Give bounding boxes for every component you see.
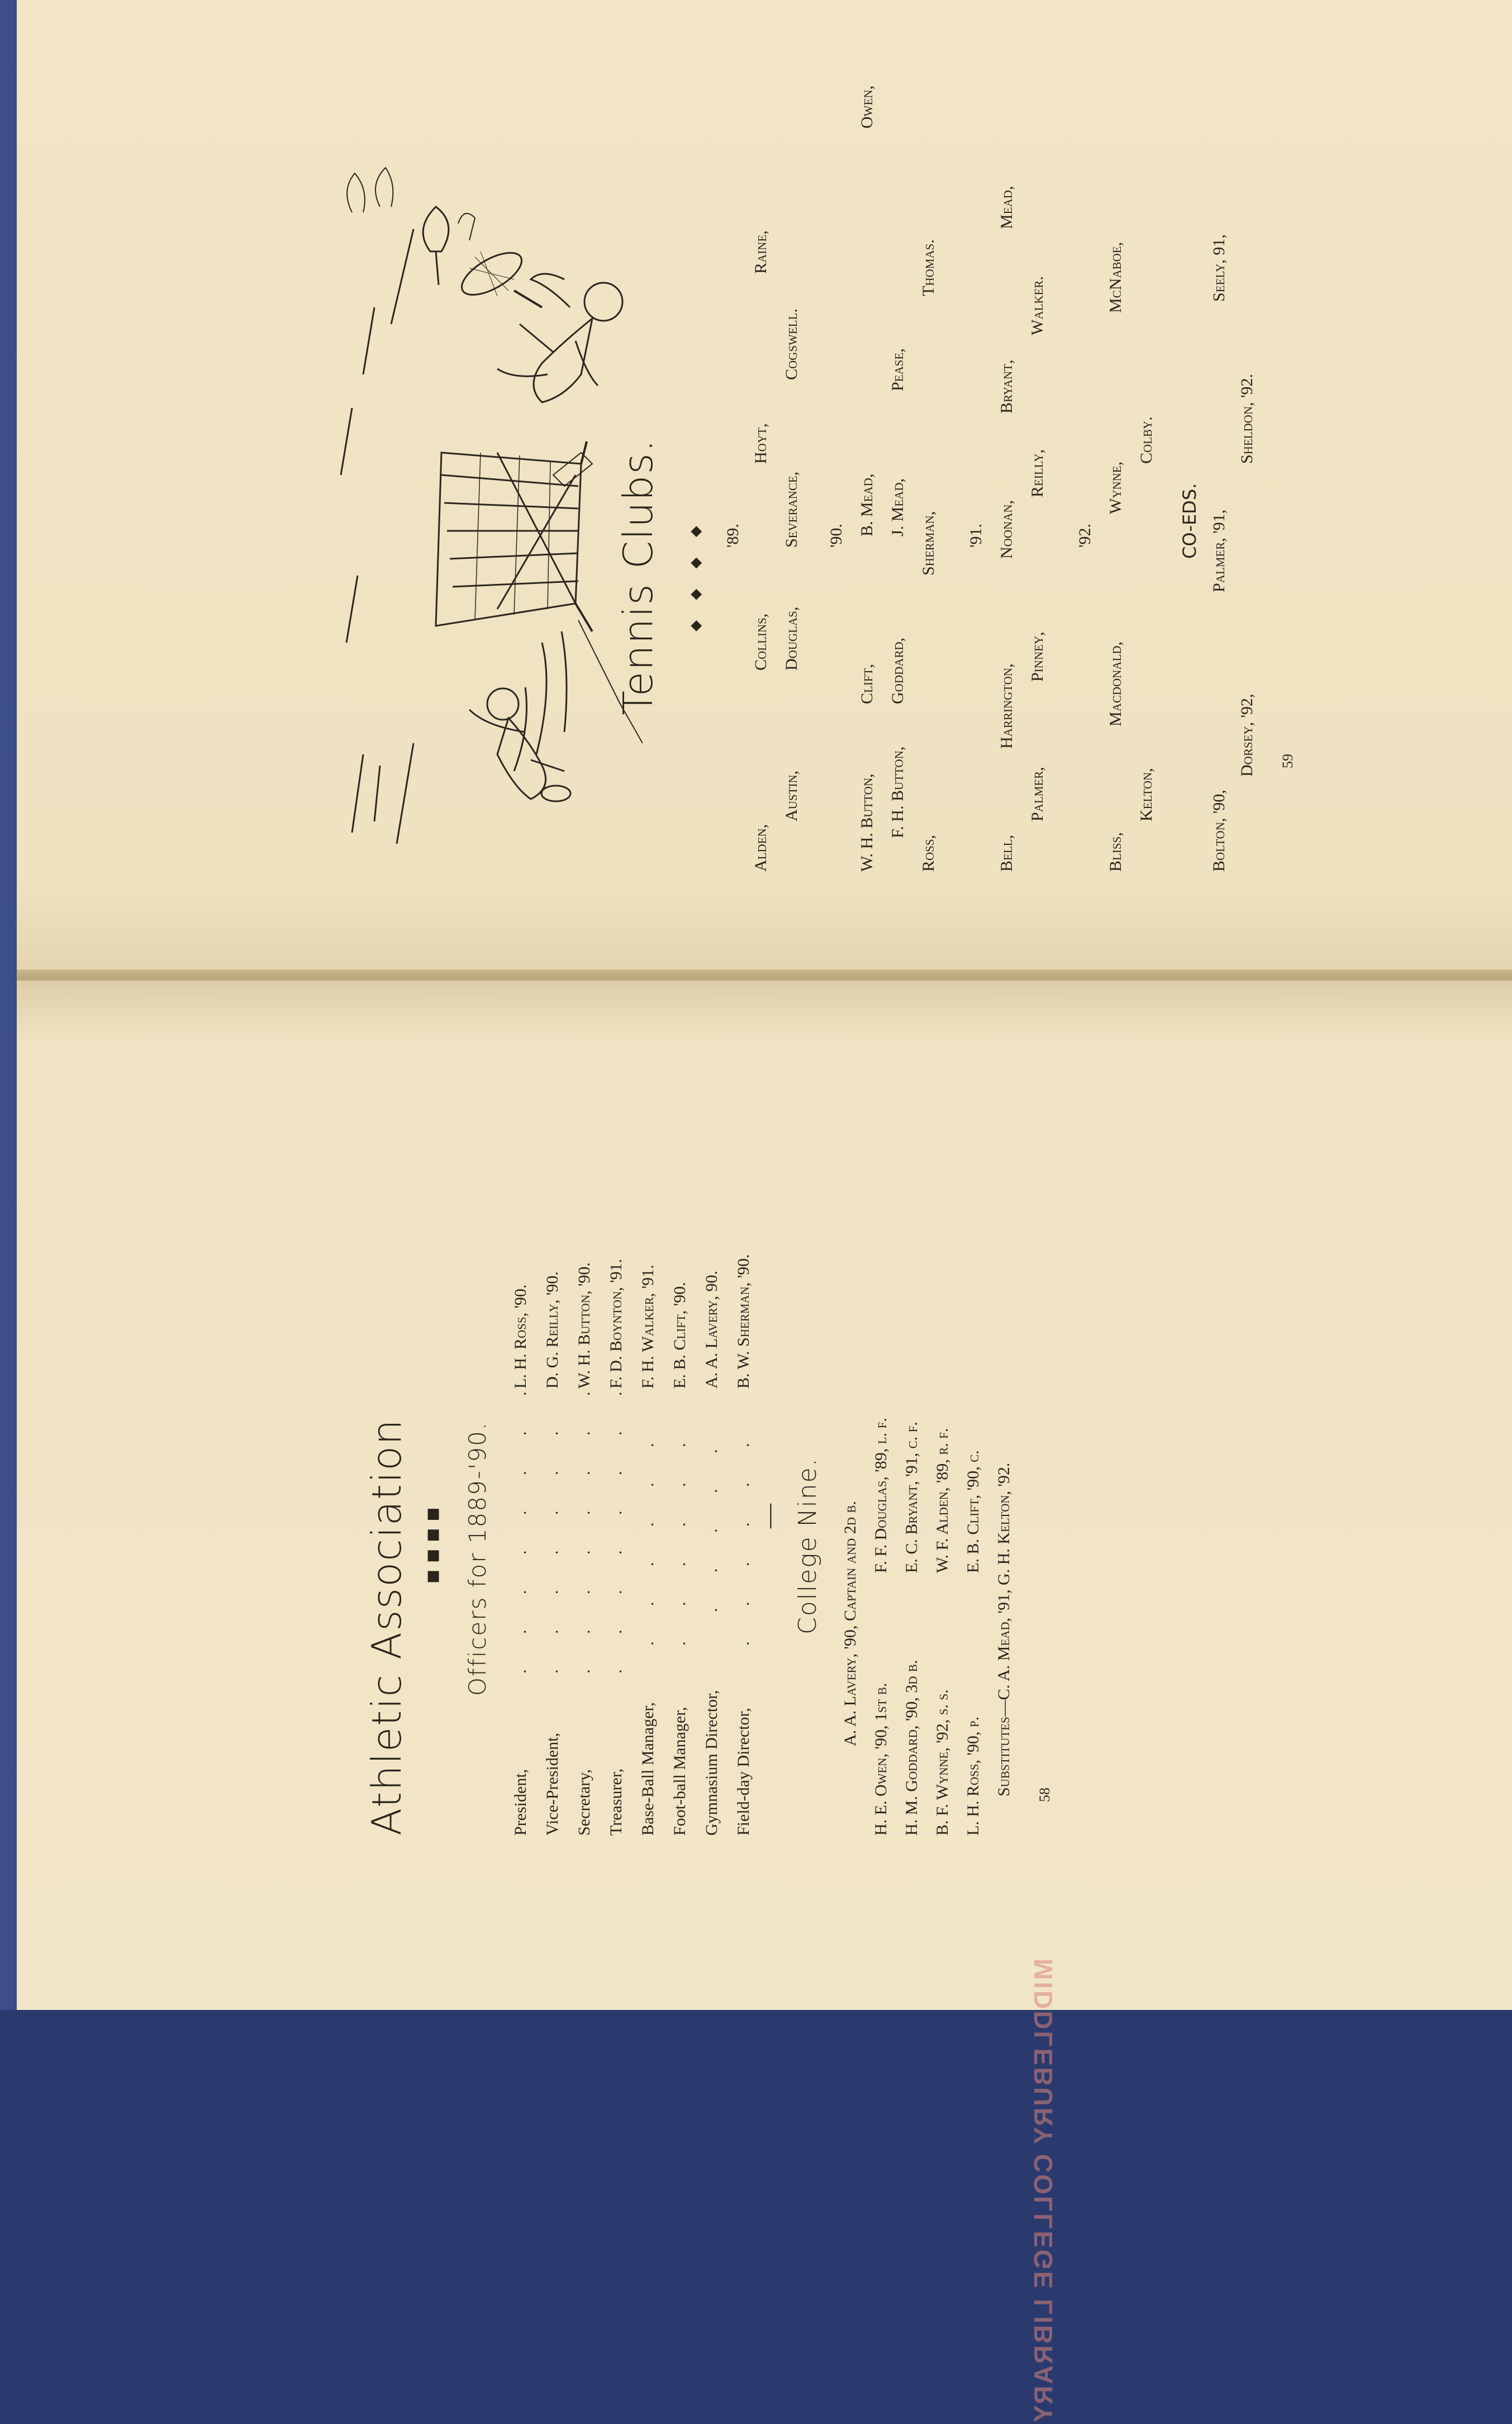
class-year-heading: '92. [1076, 524, 1094, 548]
officer-name: E. B. Clift, '90. [671, 1282, 689, 1389]
book-spread [17, 0, 1512, 2424]
dot-leader: . . . . . . [639, 1427, 657, 1646]
roster-entry: Pease, [888, 348, 907, 391]
officers-table [511, 1014, 779, 1836]
roster-entry: McNaboe, [1106, 241, 1125, 313]
roster-entry: Colby. [1137, 416, 1156, 464]
roster-entry: Bolton, '90, [1210, 790, 1228, 872]
roster-entry: Severance, [782, 471, 801, 548]
dot-leader: . . . . . . [671, 1427, 689, 1646]
athletic-association-block [363, 1014, 1145, 1836]
page-58 [17, 981, 1512, 2424]
player-entry: F. F. Douglas, '89, l. f. [872, 1418, 890, 1573]
class-year-heading: '91. [967, 524, 985, 548]
page-number: 59 [1280, 754, 1296, 768]
roster-entry: Sheldon, '92. [1238, 374, 1256, 464]
roster-entry: Goddard, [888, 638, 907, 704]
player-entry: L. H. Ross, '90, p. [964, 1716, 982, 1836]
player-entry: E. C. Bryant, '91, c. f. [902, 1422, 921, 1573]
roster-entry: Bryant, [997, 359, 1016, 413]
roster-entry: B. Mead, [858, 473, 876, 536]
roster-entry: Thomas. [919, 239, 938, 296]
dot-leader: . . . . . [702, 1433, 721, 1612]
roster-entry: Douglas, [782, 606, 801, 671]
decorative-ornament: ▪▪▪▪ [419, 1501, 445, 1584]
officer-name: F. D. Boynton, '91. [607, 1258, 625, 1389]
roster-entry: Sherman, [919, 511, 938, 576]
roster-entry: Noonan, [997, 500, 1016, 559]
player-entry: H. E. Owen, '90, 1st b. [872, 1682, 890, 1836]
officer-name: A. A. Lavery, 90. [702, 1271, 721, 1389]
dot-leader: . . . . . . . . [575, 1376, 593, 1674]
officer-role: Vice-President, [543, 1733, 562, 1836]
player-entry: B. F. Wynne, '92, s. s. [933, 1689, 952, 1836]
roster-entry: Ross, [919, 834, 938, 872]
roster-entry: Hoyt, [752, 423, 770, 464]
roster-entry: Reilly, [1028, 449, 1047, 497]
roster-entry: Bell, [997, 835, 1016, 872]
officer-name: B. W. Sherman, '90. [734, 1254, 753, 1389]
roster-entry: W. H. Button, [858, 773, 876, 872]
tennis-clubs-block [615, 45, 1341, 872]
officer-role: Foot-ball Manager, [671, 1707, 689, 1836]
roster-entry: Mead, [997, 186, 1016, 229]
page-59 [17, 0, 1512, 975]
captain-line: A. A. Lavery, '90, Captain and 2d b. [841, 1501, 859, 1746]
officer-role: Field-day Director, [734, 1708, 753, 1836]
officer-role: Secretary, [575, 1769, 593, 1836]
roster-entry: Austin, [782, 771, 801, 821]
roster-entry: Seely, 91, [1210, 234, 1228, 302]
class-year-heading: '90. [827, 524, 845, 548]
player-entry: E. B. Clift, '90, c. [964, 1450, 982, 1573]
roster-entry: Pinney, [1028, 631, 1047, 682]
roster-entry: Clift, [858, 664, 876, 704]
officer-role: Treasurer, [607, 1768, 625, 1836]
roster-entry: Cogswell. [782, 308, 801, 380]
roster-entry: Dorsey, '92, [1238, 693, 1256, 777]
roster-entry: F. H. Button, [888, 746, 907, 838]
substitutes-line: Substitutes—C. A. Mead, '91, G. H. Kelton, '92. [995, 1462, 1013, 1796]
roster-entry: Harrington, [997, 663, 1016, 749]
officer-role: Gymnasium Director, [702, 1690, 721, 1836]
officer-name: L. H. Ross, '90. [511, 1284, 530, 1389]
page-title: Tennis Clubs. [615, 438, 662, 715]
roster-entry: Palmer, [1028, 767, 1047, 821]
roster-entry: Owen, [858, 85, 876, 129]
decorative-ornament: ◆ ◆ ◆ ◆ [687, 518, 704, 631]
tennis-cupids-illustration [330, 140, 643, 855]
dot-leader: . . . . . . . . [511, 1376, 530, 1674]
roster-entry: Wynne, [1106, 461, 1125, 514]
player-entry: W. F. Alden, '89, r. f. [933, 1428, 952, 1573]
dot-leader: . . . . . . . . [607, 1376, 625, 1674]
roster-entry: Walker. [1028, 276, 1047, 335]
page-title: Athletic Association [363, 1418, 410, 1836]
roster-entry: Kelton, [1137, 768, 1156, 821]
officer-name: F. H. Walker, '91. [639, 1265, 657, 1389]
officer-role: Base-Ball Manager, [639, 1702, 657, 1836]
officers-heading: Officers for 1889-'90. [464, 1421, 491, 1696]
officer-role: President, [511, 1769, 530, 1836]
roster-entry: Palmer, '91, [1210, 509, 1228, 592]
dot-leader: . . . . . . [734, 1427, 753, 1646]
roster-entry: Collins, [752, 613, 770, 671]
roster-entry: Bliss, [1106, 832, 1125, 872]
page-number: 58 [1036, 1788, 1053, 1802]
roster-entry: J. Mead, [888, 478, 907, 536]
officer-name: D. G. Reilly, '90. [543, 1271, 562, 1389]
roster-entry: Alden, [752, 824, 770, 872]
college-nine-heading: College Nine. [793, 1457, 822, 1634]
library-stamp: MIDDLEBURY COLLEGE LIBRARY [1029, 1959, 1058, 2424]
player-entry: H. M. Goddard, '90, 3d b. [902, 1660, 921, 1836]
section-divider: — [755, 1504, 782, 1528]
roster-entry: Raine, [752, 230, 770, 274]
roster-entry: Macdonald, [1106, 641, 1125, 726]
coeds-heading: CO-EDS. [1179, 483, 1200, 559]
officer-name: W. H. Button, '90. [575, 1262, 593, 1389]
class-year-heading: '89. [724, 524, 742, 548]
dot-leader: . . . . . . . [543, 1415, 562, 1674]
